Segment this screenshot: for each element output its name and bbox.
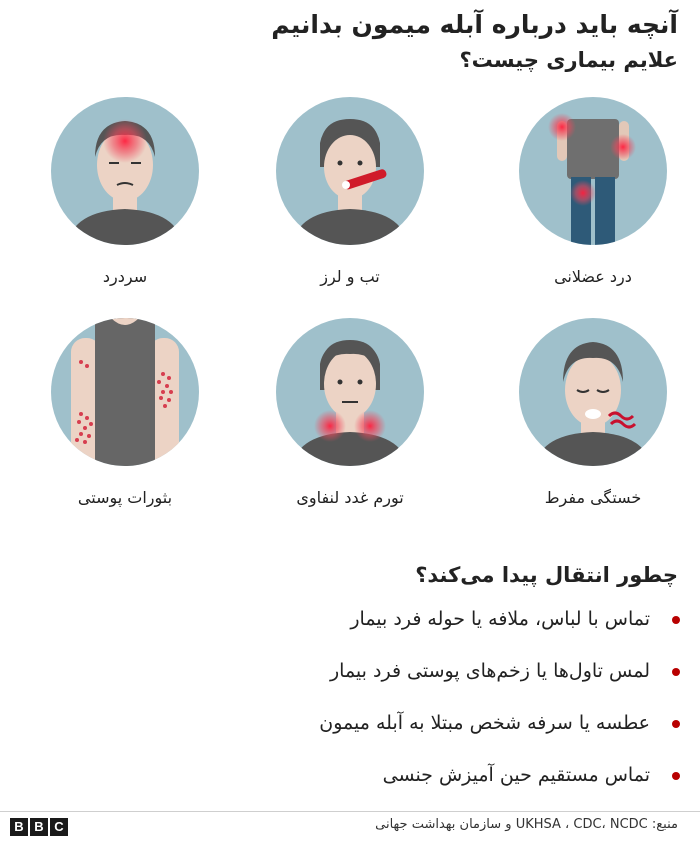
swollen-lymph-nodes-icon xyxy=(276,318,424,466)
fever-thermometer-icon xyxy=(276,97,424,245)
symptom-headache xyxy=(40,97,210,286)
footer-divider xyxy=(0,811,700,812)
muscle-pain-icon xyxy=(519,97,667,245)
list-item xyxy=(22,657,682,685)
skin-rash-icon xyxy=(51,318,199,466)
transmission-list xyxy=(22,605,682,813)
symptom-muscle-pain xyxy=(508,97,678,286)
list-item xyxy=(22,761,682,789)
symptom-label: سردرد xyxy=(102,267,148,286)
symptom-label: خستگی مفرط xyxy=(544,488,642,507)
symptoms-heading: علایم بیماری چیست؟ xyxy=(459,48,678,72)
symptom-swollen-lymph xyxy=(265,318,435,507)
transmission-heading: چطور انتقال پیدا می‌کند؟ xyxy=(415,563,678,587)
bbc-logo xyxy=(10,818,70,836)
logo-letter: B xyxy=(10,818,28,836)
symptom-label: تورم غدد لنفاوی xyxy=(296,488,404,507)
symptom-label: تب و لرز xyxy=(320,267,380,286)
exhaustion-icon xyxy=(519,318,667,466)
bullet-dot-icon xyxy=(672,720,680,728)
symptom-fever xyxy=(265,97,435,286)
list-item-text: لمس تاول‌ها یا زخم‌های پوستی فرد بیمار xyxy=(329,660,650,682)
bullet-dot-icon xyxy=(672,616,680,624)
headache-icon xyxy=(51,97,199,245)
source-note: منبع: UKHSA ، CDC، NCDC و سازمان بهداشت جهانی xyxy=(375,817,678,832)
symptom-label: درد عضلانی xyxy=(554,267,632,286)
symptom-exhaustion xyxy=(508,318,678,507)
list-item-text: تماس با لباس، ملافه یا حوله فرد بیمار xyxy=(350,608,650,630)
list-item xyxy=(22,709,682,737)
list-item xyxy=(22,605,682,633)
bullet-dot-icon xyxy=(672,668,680,676)
page-title: آنچه باید درباره آبله میمون بدانیم xyxy=(271,10,678,39)
list-item-text: عطسه یا سرفه شخص مبتلا به آبله میمون xyxy=(319,712,650,734)
symptom-skin-rash xyxy=(40,318,210,507)
logo-letter: B xyxy=(30,818,48,836)
list-item-text: تماس مستقیم حین آمیزش جنسی xyxy=(382,764,650,786)
bullet-dot-icon xyxy=(672,772,680,780)
logo-letter: C xyxy=(50,818,68,836)
symptom-label: بثورات پوستی xyxy=(77,488,173,507)
